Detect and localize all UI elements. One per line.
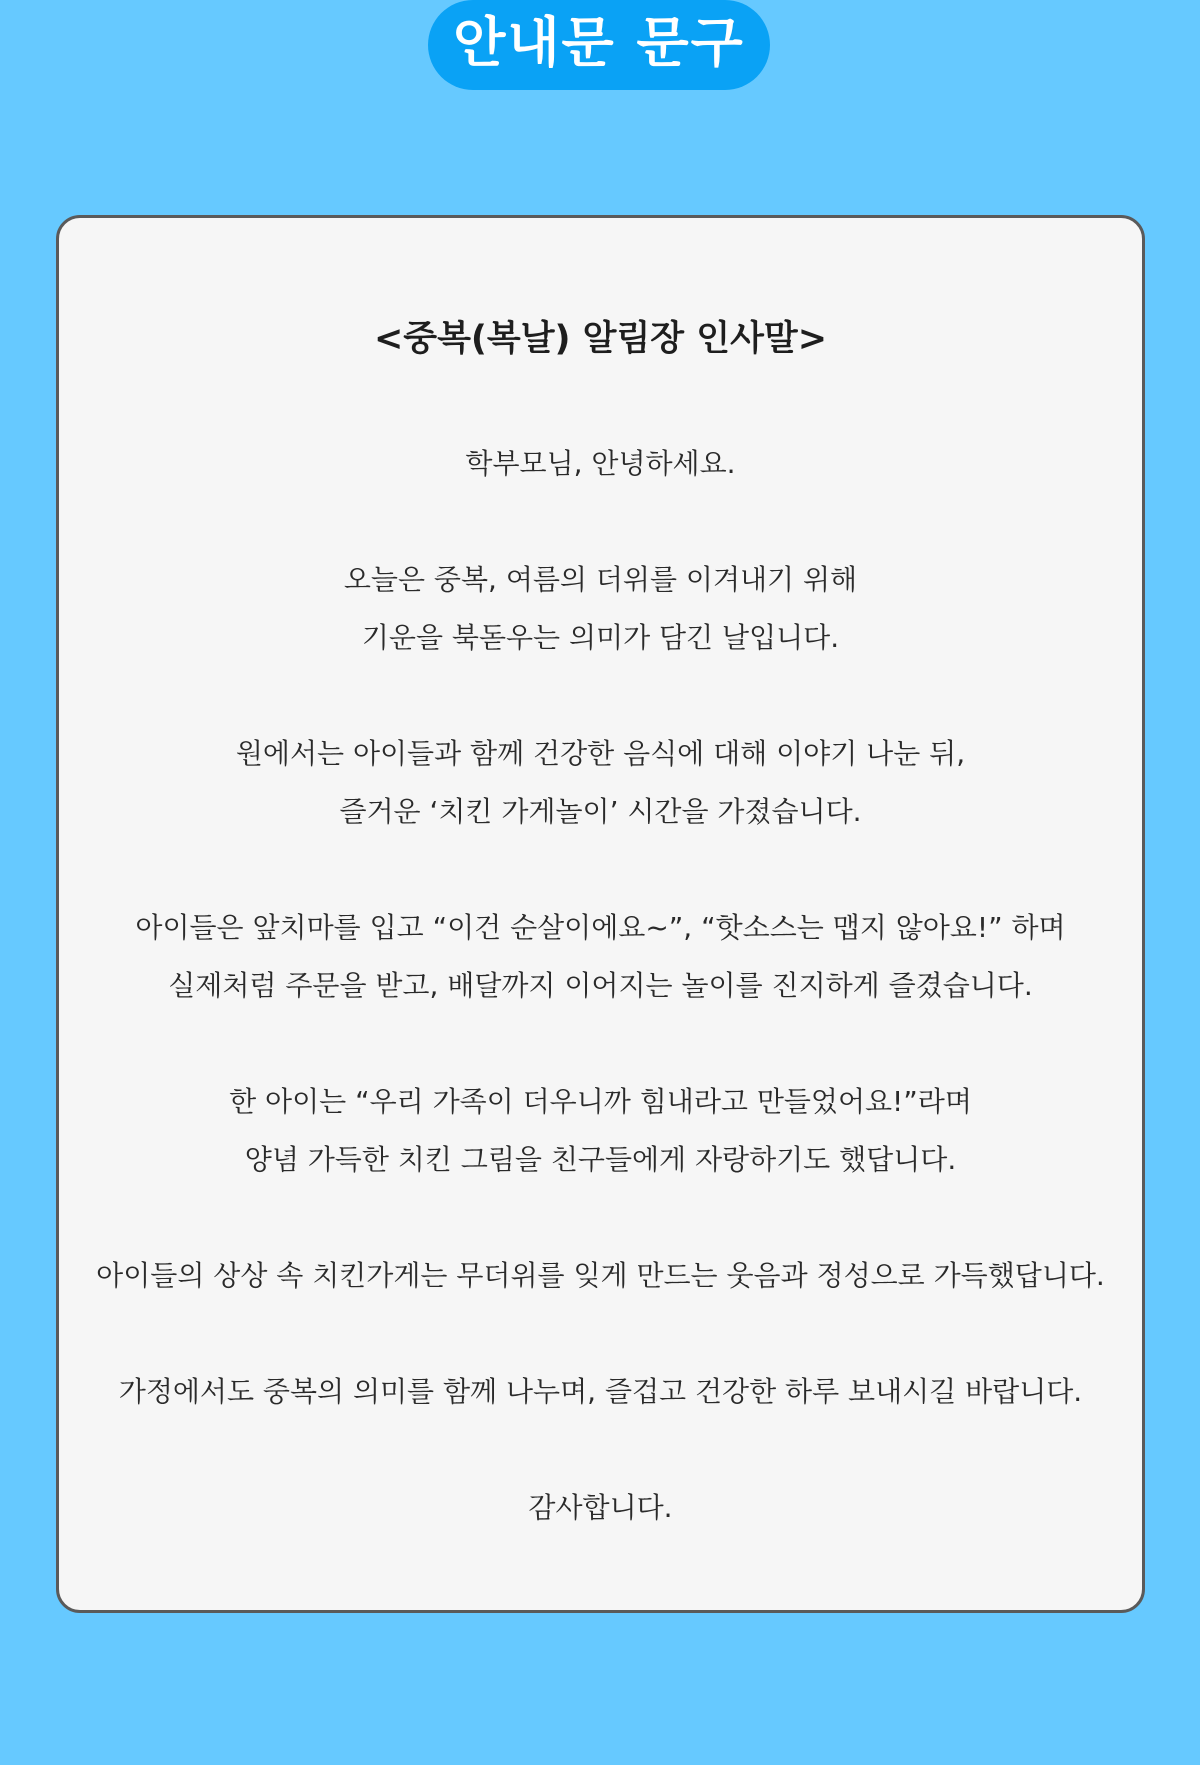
notice-body xyxy=(59,435,1142,1537)
paragraph-gap xyxy=(59,1015,1142,1073)
paragraph-gap xyxy=(59,1421,1142,1479)
notice-paragraph-4-line-1: 한 아이는 “우리 가족이 더우니까 힘내라고 만들었어요!”라며 xyxy=(229,1085,972,1118)
paragraph-gap xyxy=(59,1305,1142,1363)
notice-card xyxy=(56,215,1145,1613)
notice-closing: 감사합니다. xyxy=(528,1491,673,1524)
header-badge xyxy=(428,0,770,90)
notice-paragraph-1-line-1: 오늘은 중복, 여름의 더위를 이겨내기 위해 xyxy=(343,563,858,596)
notice-paragraph-2-line-1: 원에서는 아이들과 함께 건강한 음식에 대해 이야기 나눈 뒤, xyxy=(235,737,966,770)
notice-title: <중복(복날) 알림장 인사말> xyxy=(373,319,828,359)
paragraph-gap xyxy=(59,493,1142,551)
notice-paragraph-6-line-1: 가정에서도 중복의 의미를 함께 나누며, 즐겁고 건강한 하루 보내시길 바랍니다. xyxy=(118,1375,1083,1408)
paragraph-gap xyxy=(59,667,1142,725)
paragraph-gap xyxy=(59,841,1142,899)
notice-paragraph-1-line-2: 기운을 북돋우는 의미가 담긴 날입니다. xyxy=(361,621,840,654)
notice-paragraph-5-line-1: 아이들의 상상 속 치킨가게는 무더위를 잊게 만드는 웃음과 정성으로 가득했답니다. xyxy=(96,1259,1105,1292)
notice-paragraph-4-line-2: 양념 가득한 치킨 그림을 친구들에게 자랑하기도 했답니다. xyxy=(244,1143,957,1176)
notice-paragraph-2-line-2: 즐거운 ‘치킨 가게놀이’ 시간을 가졌습니다. xyxy=(339,795,862,828)
notice-paragraph-3-line-2: 실제처럼 주문을 받고, 배달까지 이어지는 놀이를 진지하게 즐겼습니다. xyxy=(168,969,1033,1002)
notice-greeting: 학부모님, 안녕하세요. xyxy=(465,447,736,480)
header-badge-label: 안내문 문구 xyxy=(453,11,745,74)
paragraph-gap xyxy=(59,1189,1142,1247)
notice-paragraph-3-line-1: 아이들은 앞치마를 입고 “이건 순살이에요~”, “핫소스는 맵지 않아요!” 하며 xyxy=(135,911,1066,944)
